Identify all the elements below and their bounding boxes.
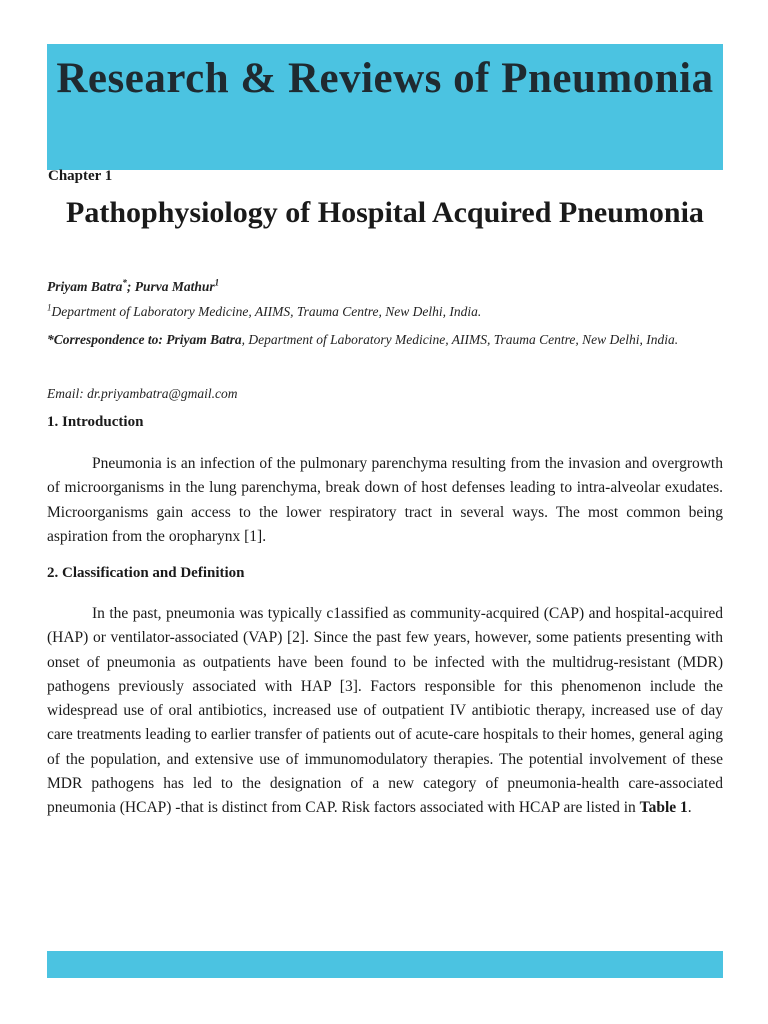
author-list — [47, 275, 723, 299]
author-separator: ; — [126, 279, 135, 294]
introduction-paragraph: Pneumonia is an infection of the pulmonary parenchyma resulting from the invasion and overgrowth of microorganisms in the lung parenchyma, break down of host defenses leading to intra-alveolar exudates. Microorganisms gain access to the lower respiratory tract in several ways. The most common being aspiration from the oropharynx [1]. — [47, 455, 723, 545]
paragraph-end: . — [687, 799, 692, 817]
author-mark: 1 — [214, 277, 220, 288]
journal-title: Research & Reviews of Pneumonia — [56, 55, 714, 102]
paragraph-text: In the past, pneumonia was typically c1assified as community-acquired (CAP) and hospital-acquired (HAP) or ventilator-associated (VAP) [2]. Since the past few years, however, some patients presenting with onset of pneumonia as outpatients have been found to be infected with the multidrug-resistant (MDR) pathogens previously associated with HAP [3]. Factors responsible for this phenomenon include the widespread use of oral antibiotics, increased use of outpatient IV antibiotic therapy, increased use of day care treatments leading to earlier transfer of patients out of acute-care hospitals to their homes, general aging of the population, and extensive use of immunomodulatory therapies. The potential involvement of these MDR pathogens has led to the designation of a new category of pneumonia-health care-associated pneumonia (HCAP) -that is distinct from CAP. Risk factors associated with HCAP are listed in — [47, 605, 723, 817]
chapter-label: Chapter 1 — [48, 168, 113, 184]
affiliation-mark: 1 — [47, 302, 52, 313]
footer-bar — [47, 951, 723, 978]
author-mark: * — [122, 277, 127, 288]
section-heading-introduction: 1. Introduction — [47, 414, 144, 430]
author-name: Purva Mathur — [134, 279, 215, 294]
table-reference: Table 1 — [639, 799, 688, 817]
correspondence-text: , Department of Laboratory Medicine, AIIMS, Trauma Centre, New Delhi, India. — [241, 332, 679, 347]
classification-paragraph — [47, 602, 723, 821]
affiliation — [47, 300, 723, 324]
article-title: Pathophysiology of Hospital Acquired Pneumonia — [66, 196, 704, 229]
section-heading-classification: 2. Classification and Definition — [47, 565, 245, 581]
journal-banner — [47, 44, 723, 170]
correspondence-label: *Correspondence to: Priyam Batra — [47, 332, 242, 347]
author-name: Priyam Batra — [47, 279, 123, 294]
email: Email: dr.priyambatra@gmail.com — [47, 386, 238, 401]
correspondence — [47, 328, 723, 352]
affiliation-text: Department of Laboratory Medicine, AIIMS, Trauma Centre, New Delhi, India. — [51, 304, 482, 319]
